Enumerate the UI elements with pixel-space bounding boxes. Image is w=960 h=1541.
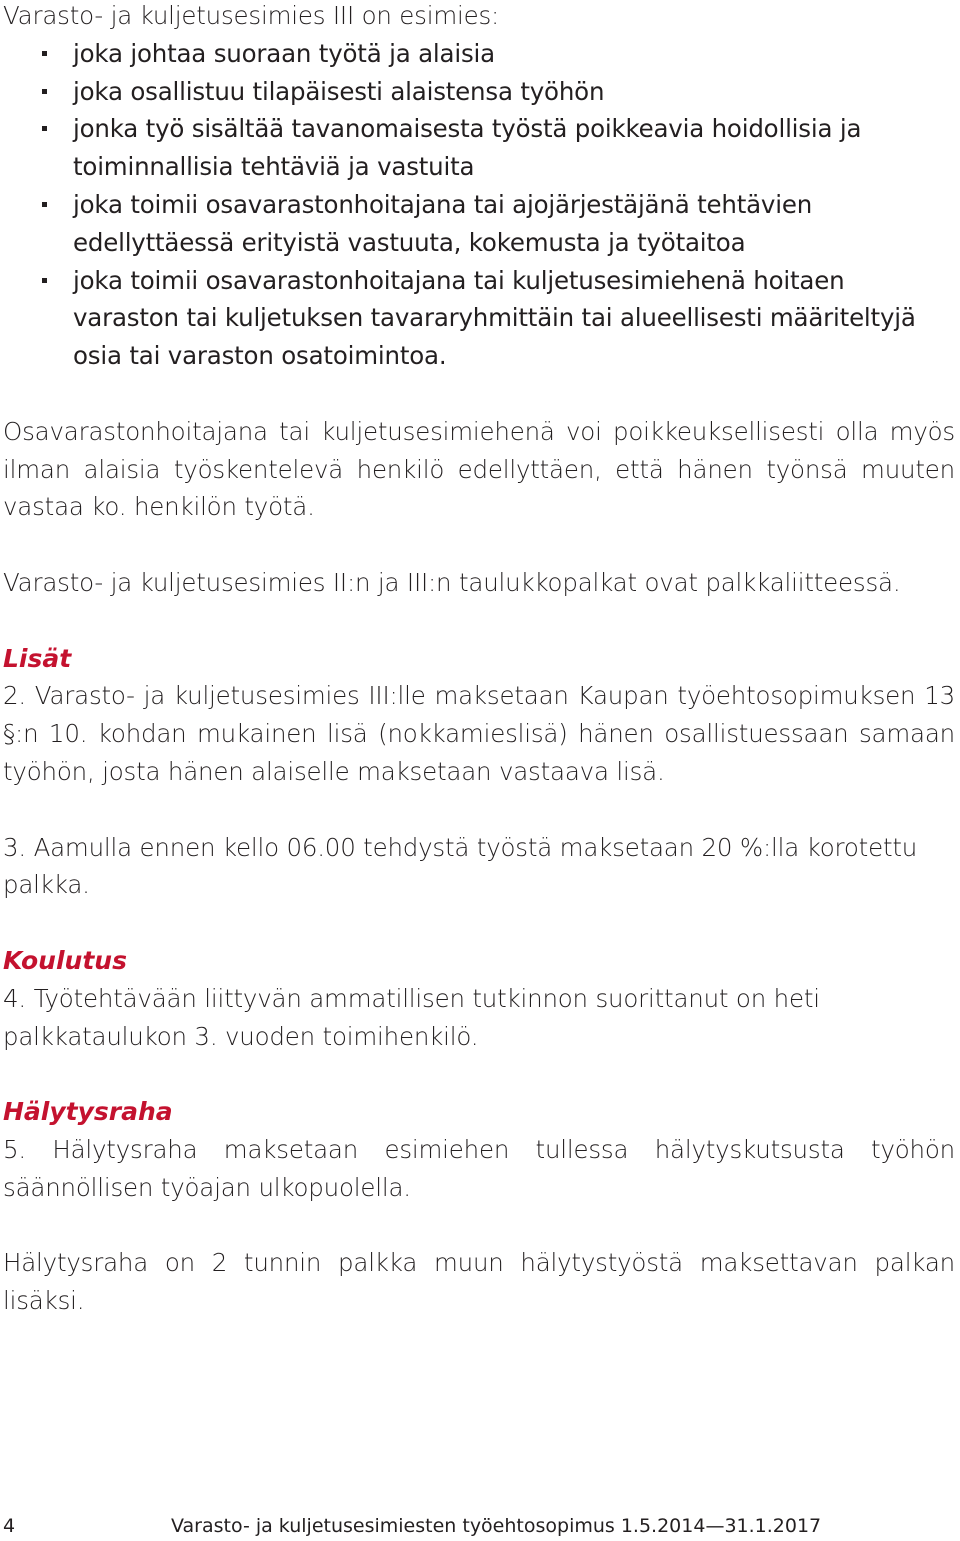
taulukkopalkat-paragraph: Varasto- ja kuljetusesimies II:n ja III:n taulukkopalkat ovat palkkaliitteessä. bbox=[3, 567, 901, 597]
section-heading-koulutus: Koulutus bbox=[3, 945, 127, 975]
section-heading-lisat: Lisät bbox=[3, 643, 72, 673]
list-item: joka osallistuu tilapäisesti alaistensa työhön bbox=[3, 73, 955, 111]
document-page bbox=[3, 0, 955, 1320]
bullet-icon bbox=[42, 202, 47, 207]
list-item: joka toimii osavarastonhoitajana tai kuljetusesimiehenä hoitaen varaston tai kuljetuksen tavararyhmittäin tai alueellisesti määriteltyjä osia tai varaston osatoimintoa. bbox=[3, 262, 955, 375]
bullet-icon bbox=[42, 89, 47, 94]
bullet-icon bbox=[42, 51, 47, 56]
bullet-icon bbox=[42, 126, 47, 131]
bullet-icon bbox=[42, 278, 47, 283]
list-item: jonka työ sisältää tavanomaisesta työstä poikkeavia hoidollisia ja toiminnallisia tehtäviä ja vastuita bbox=[3, 110, 955, 186]
halytysraha-paragraph: Hälytysraha on 2 tunnin palkka muun hälytystyöstä maksettavan palkan lisäksi. bbox=[3, 1248, 955, 1316]
page-number: 4 bbox=[3, 1515, 16, 1537]
footer-title: Varasto- ja kuljetusesimiesten työehtosopimus 1.5.2014—31.1.2017 bbox=[171, 1515, 822, 1537]
page-footer bbox=[3, 1511, 955, 1541]
item-4-paragraph: 4. Työtehtävään liittyvän ammatillisen tutkinnon suorittanut on heti palkkataulukon 3. vuoden toimihenkilö. bbox=[3, 983, 820, 1051]
esimies-criteria-list bbox=[3, 35, 955, 375]
intro-text: Varasto- ja kuljetusesimies III on esimies: bbox=[3, 1, 500, 30]
item-3-paragraph: 3. Aamulla ennen kello 06.00 tehdystä työstä maksetaan 20 %:lla korotettu palkka. bbox=[3, 832, 918, 900]
list-item: joka toimii osavarastonhoitajana tai ajojärjestäjänä tehtävien edellyttäessä erityistä vastuuta, kokemusta ja työtaitoa bbox=[3, 186, 955, 262]
item-5-paragraph: 5. Hälytysraha maksetaan esimiehen tullessa hälytyskutsusta työhön säännöllisen työajan ulkopuolella. bbox=[3, 1134, 955, 1202]
item-2-paragraph: 2. Varasto- ja kuljetusesimies III:lle maksetaan Kaupan työehtosopimuksen 13 §:n 10. kohdan mukainen lisä (nokkamieslisä) hänen osallistuessaan samaan työhön, josta hänen alaiselle maksetaan vastaava lisä. bbox=[3, 681, 955, 786]
section-heading-halytysraha: Hälytysraha bbox=[3, 1097, 173, 1127]
list-item: joka johtaa suoraan työtä ja alaisia bbox=[3, 35, 955, 73]
osavarasto-paragraph: Osavarastonhoitajana tai kuljetusesimiehenä voi poikkeuksellisesti olla myös ilman alaisia työskentelevä henkilö edellyttäen, että hänen työnsä muuten vastaa ko. henkilön työtä. bbox=[3, 416, 955, 522]
